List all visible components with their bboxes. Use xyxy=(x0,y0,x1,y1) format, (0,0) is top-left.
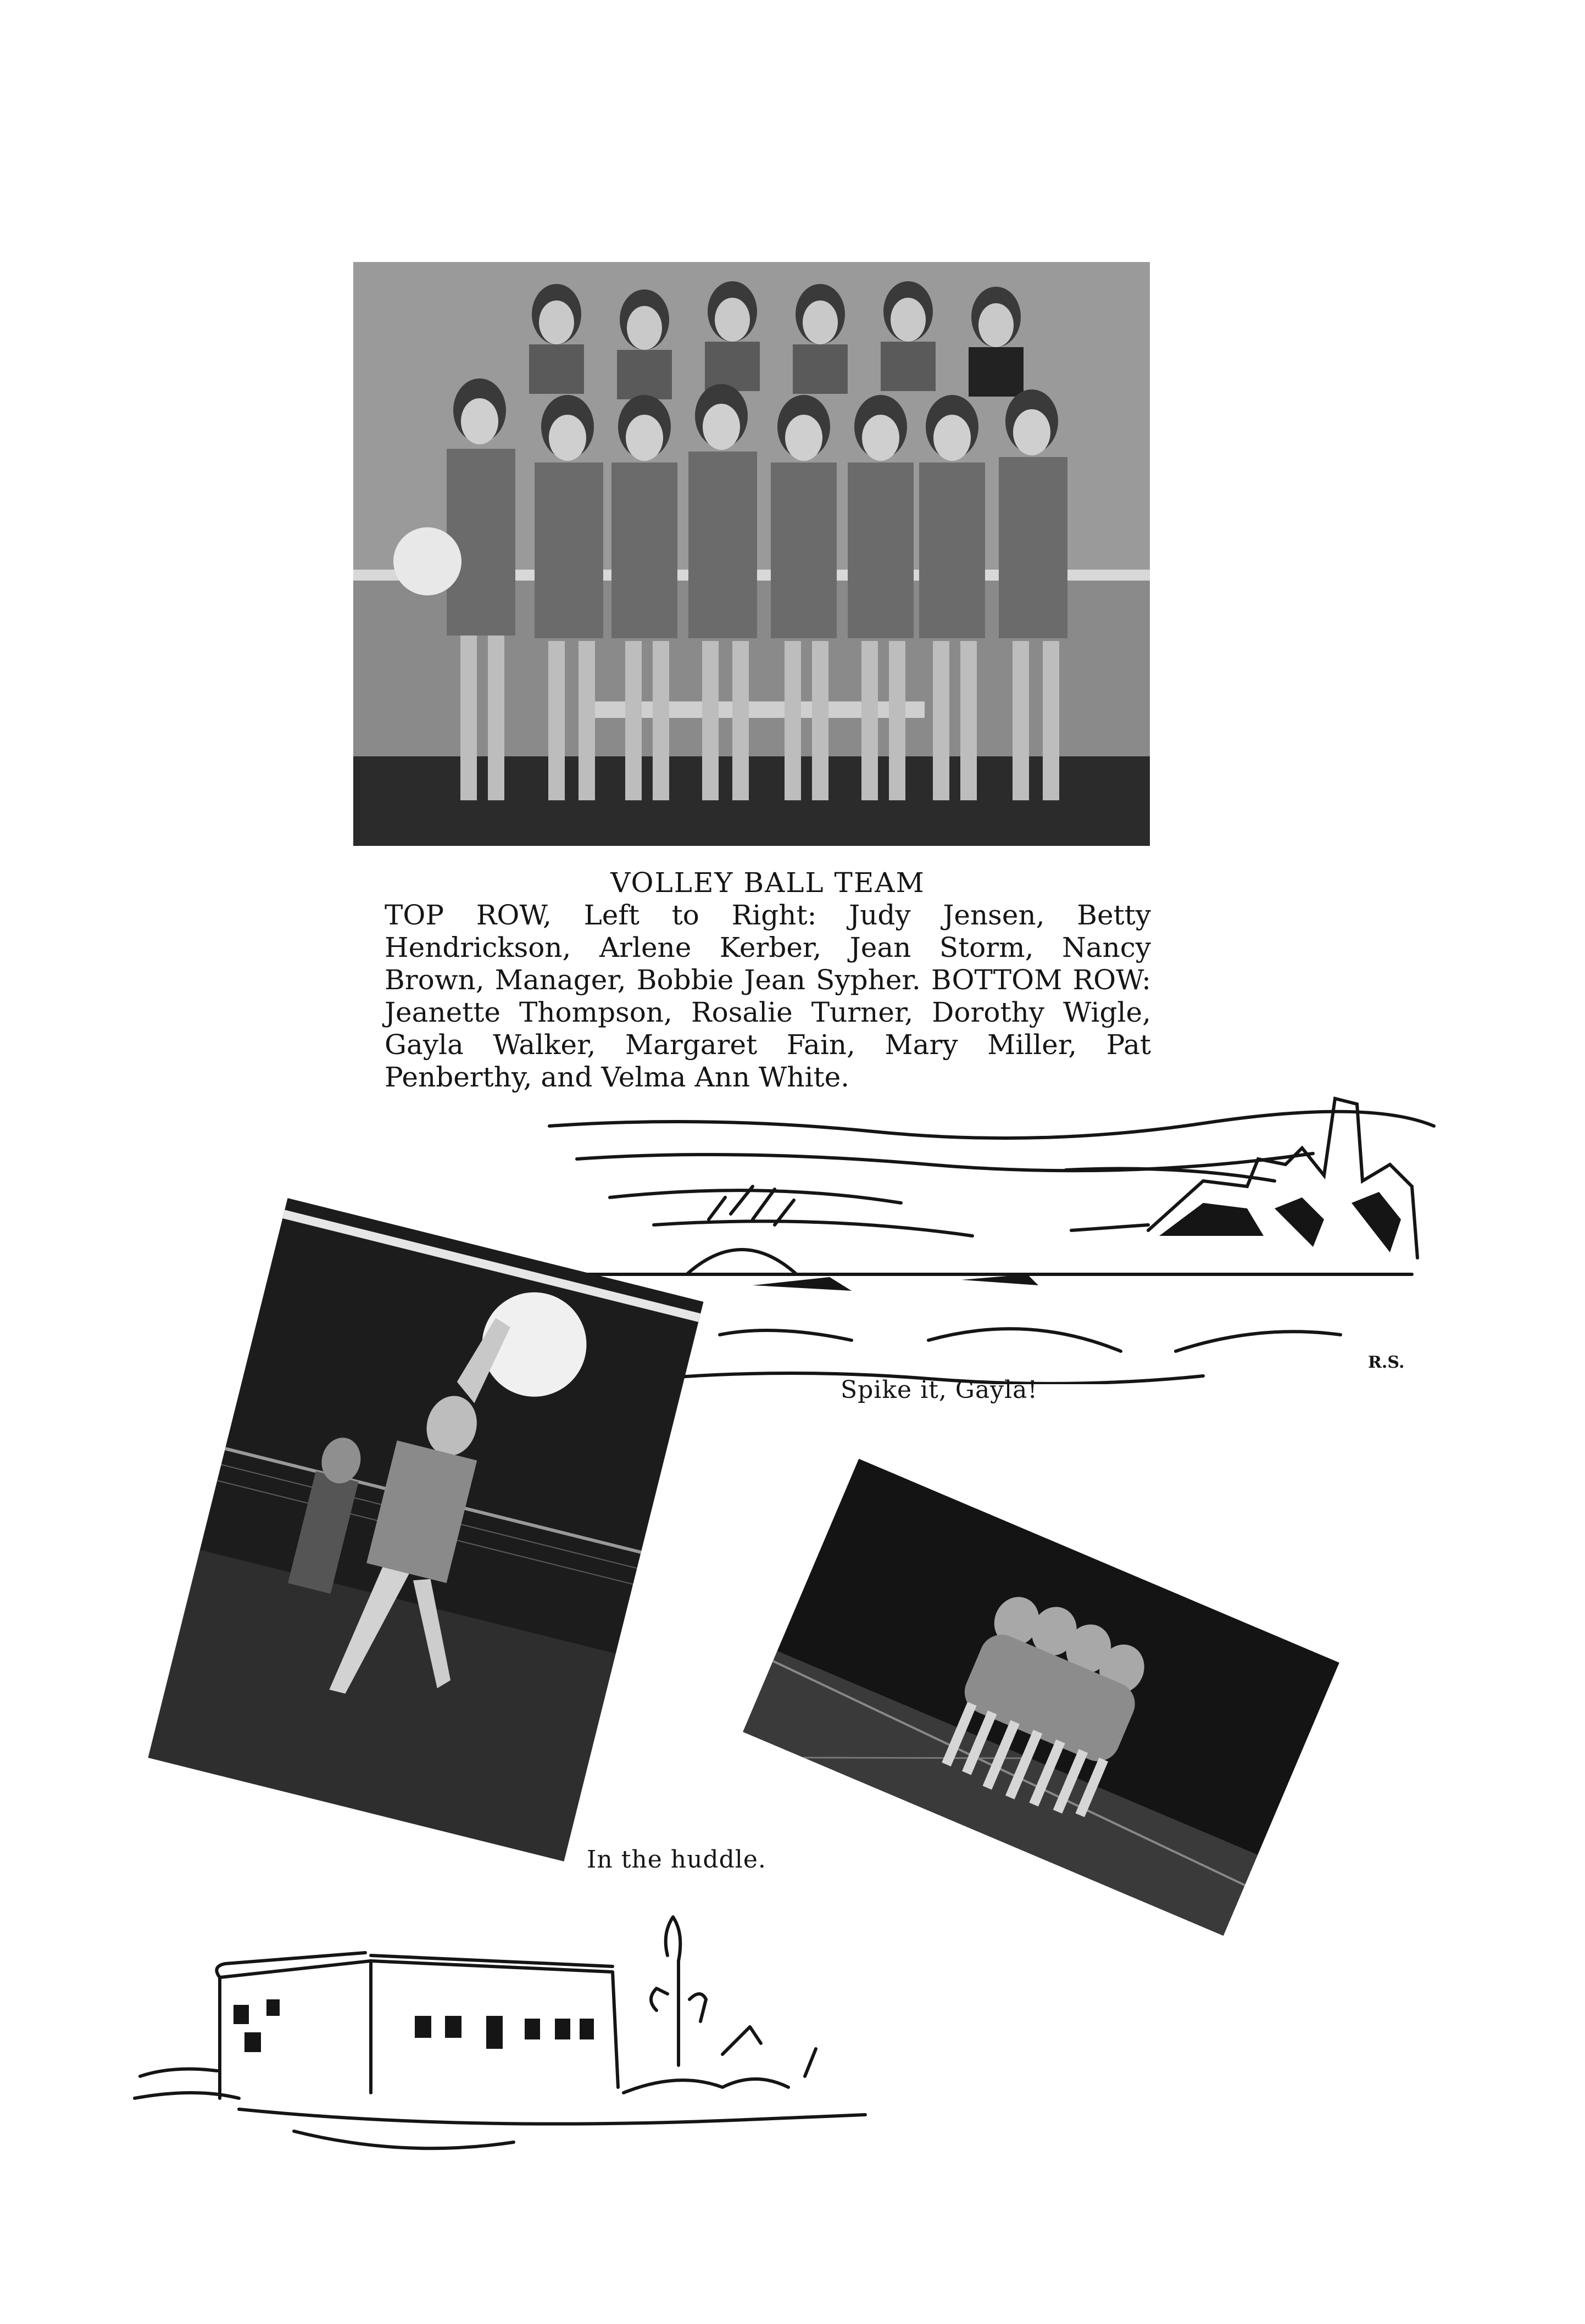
team-roster: TOP ROW, Left to Right: Judy Jensen, Betty Hendrickson, Arlene Kerber, Jean Storm, Nancy Brown, Manager, Bobbie Jean Sypher. BOTTOM ROW: Jeanette Thompson, Rosalie Turner, Dorothy Wigle, Gayla Walker, Margaret Fain, Mary Miller, Pat Penberthy, and Velma Ann White. xyxy=(385,899,1151,1093)
spike-photo xyxy=(148,1198,704,1862)
team-title: VOLLEY BALL TEAM xyxy=(610,867,925,899)
artist-signature: R.S. xyxy=(1368,1353,1405,1372)
team-photo xyxy=(353,262,1150,846)
spike-caption: Spike it, Gayla! xyxy=(841,1376,1038,1404)
huddle-photo xyxy=(743,1459,1339,1936)
team-caption xyxy=(385,867,1151,1094)
huddle-caption: In the huddle. xyxy=(587,1846,766,1874)
adobe-house-drawing xyxy=(129,1901,876,2175)
